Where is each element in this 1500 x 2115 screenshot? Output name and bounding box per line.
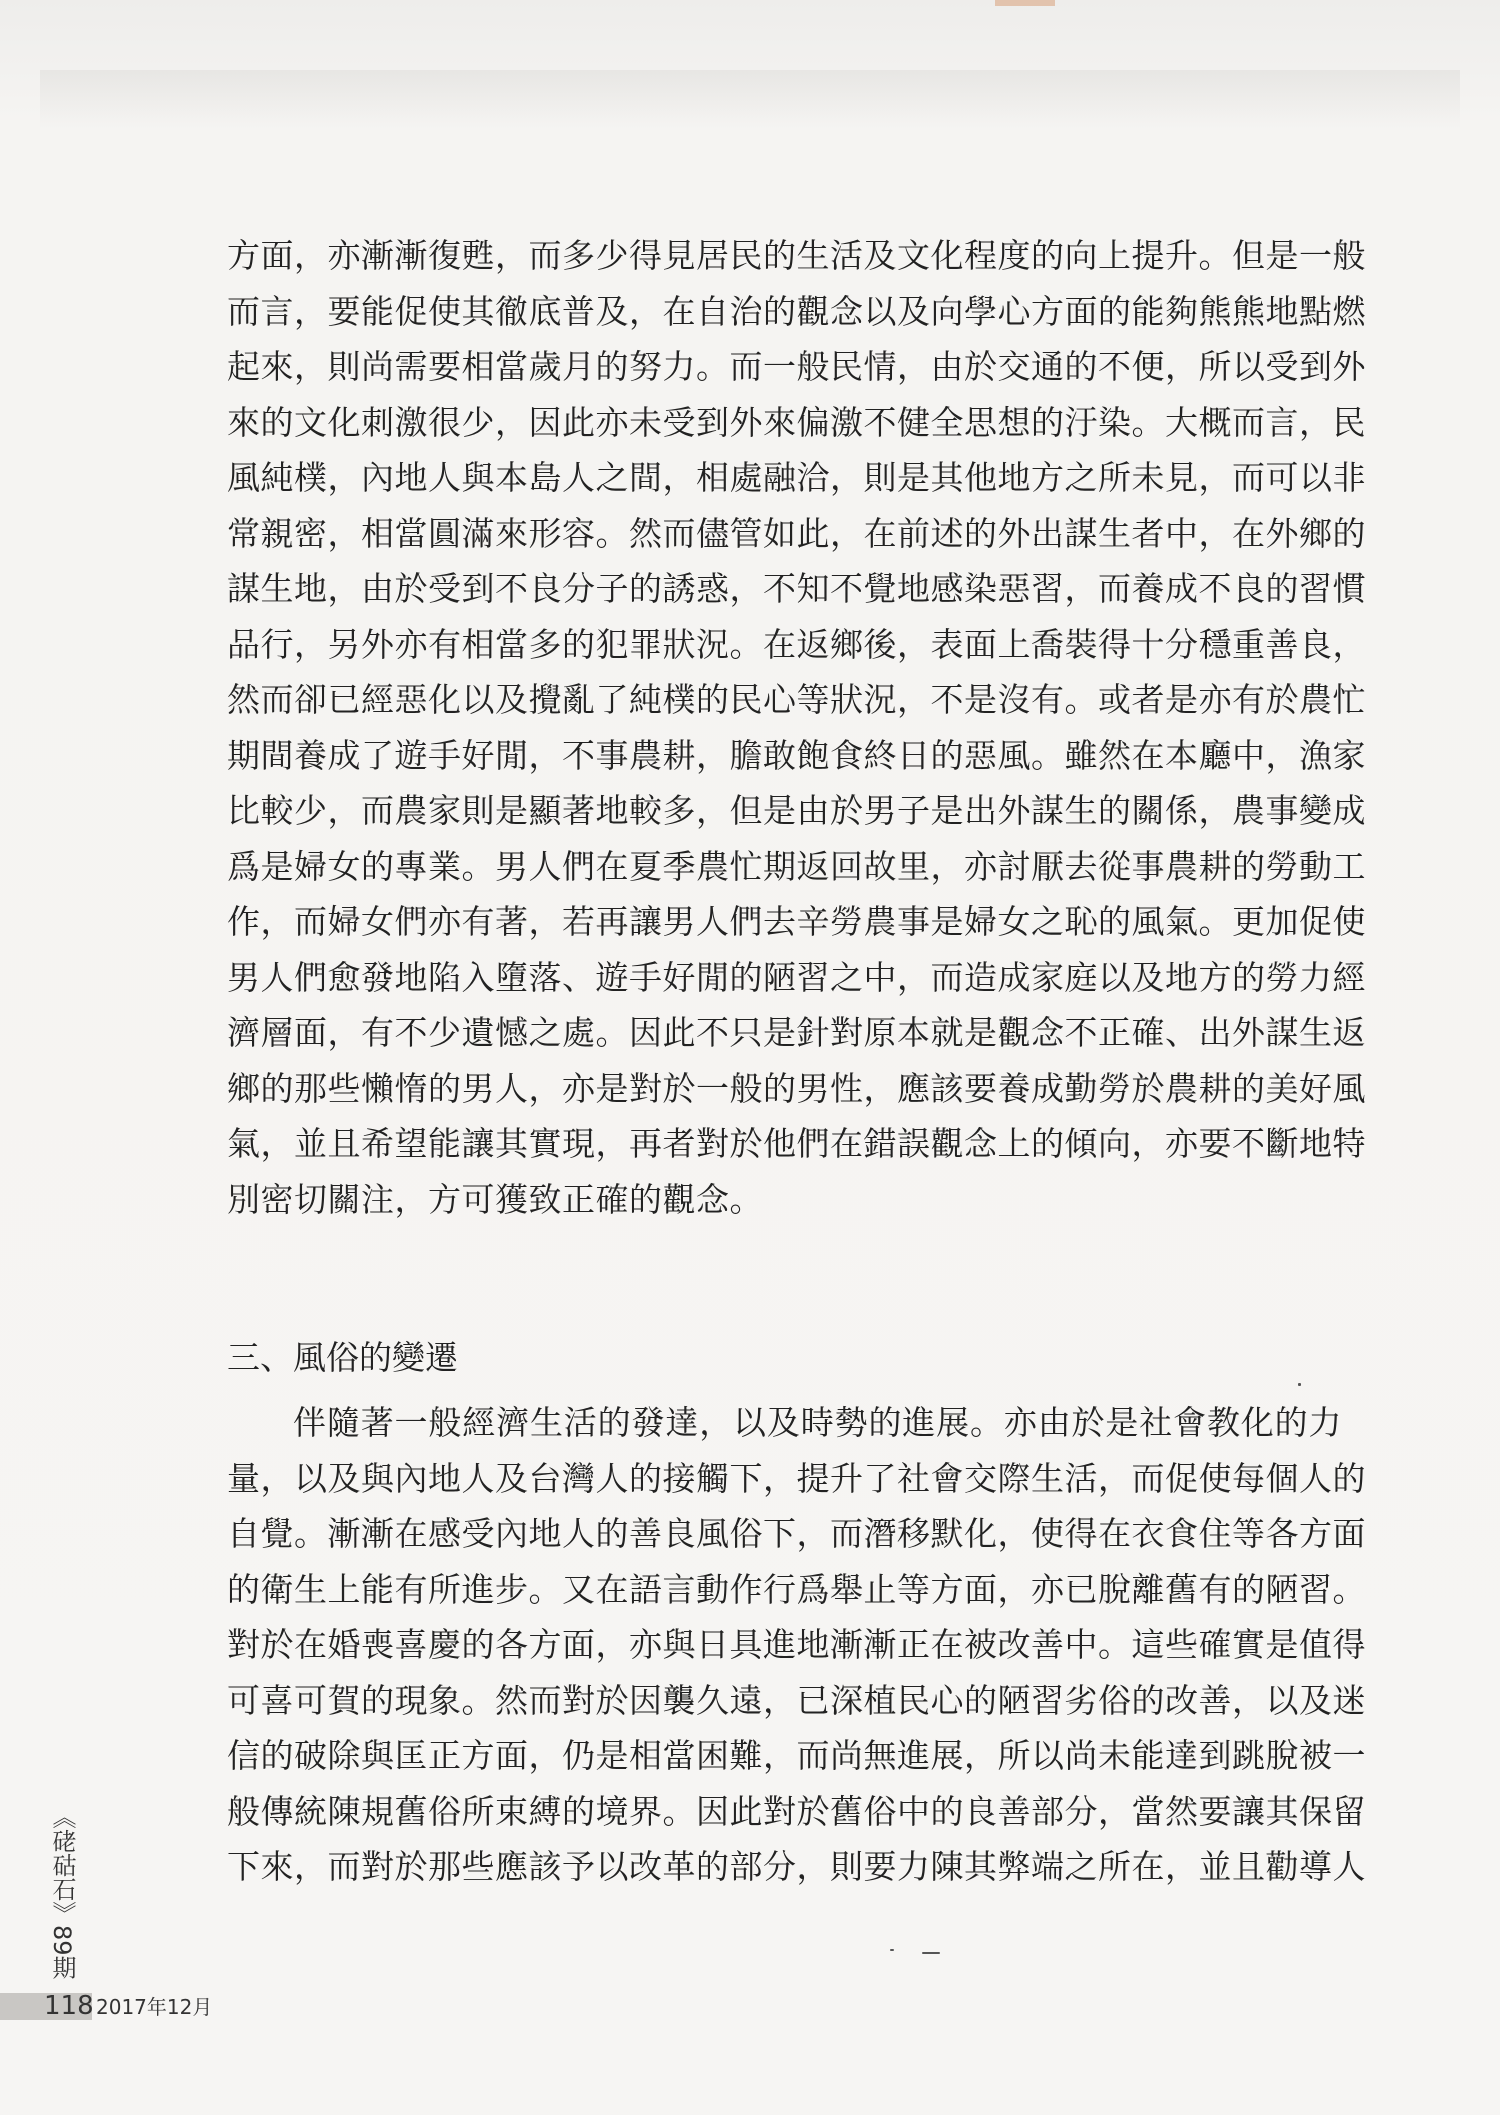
text-line: 鄉的那些懶惰的男人，亦是對於一般的男性，應該要養成勤勞於農耕的美好風 <box>227 1068 1366 1108</box>
scan-speck <box>1298 1383 1301 1386</box>
text-line: 風純樸，內地人與本島人之間，相處融洽，則是其他地方之所未見，而可以非 <box>227 458 1366 497</box>
text-line: 謀生地，由於受到不良分子的誘惑，不知不覺地感染惡習，而養成不良的習慣 <box>227 569 1366 608</box>
scan-shadow <box>40 70 1460 130</box>
text-line: 比較少，而農家則是顯著地較多，但是由於男子是出外謀生的關係，農事變成 <box>227 791 1366 830</box>
text-line: 的衛生上能有所進步。又在語言動作行爲舉止等方面，亦已脫離舊有的陋習。 <box>227 1569 1366 1609</box>
text-line: 然而卻已經惡化以及攪亂了純樸的民心等狀況，不是沒有。或者是亦有於農忙 <box>227 680 1366 719</box>
text-line: 可喜可賀的現象。然而對於因襲久遠，已深植民心的陋習劣俗的改善，以及迷 <box>227 1680 1366 1720</box>
scan-speck <box>922 1952 940 1954</box>
paragraph-2 <box>227 1395 1366 1895</box>
text-line: 作，而婦女們亦有著，若再讓男人們去辛勞農事是婦女之恥的風氣。更加促使 <box>227 902 1366 941</box>
magazine-issue-label: 《硓𥑮石》89期 <box>48 1805 76 1980</box>
text-line: 濟層面，有不少遺憾之處。因此不只是針對原本就是觀念不正確、出外謀生返 <box>227 1013 1366 1052</box>
text-line: 常親密，相當圓滿來形容。然而儘管如此，在前述的外出謀生者中，在外鄉的 <box>227 513 1366 553</box>
text-line: 氣，並且希望能讓其實現，再者對於他們在錯誤觀念上的傾向，亦要不斷地特 <box>227 1124 1366 1163</box>
text-line: 信的破除與匡正方面，仍是相當困難，而尚無進展，所以尚未能達到跳脫被一 <box>227 1736 1366 1775</box>
text-line: 爲是婦女的專業。男人們在夏季農忙期返回故里，亦討厭去從事農耕的勞動工 <box>227 846 1366 886</box>
text-line: 伴隨著一般經濟生活的發達，以及時勢的進展。亦由於是社會教化的力 <box>293 1403 1342 1442</box>
text-line: 而言，要能促使其徹底普及，在自治的觀念以及向學心方面的能夠熊熊地點燃 <box>227 291 1366 331</box>
text-line: 對於在婚喪喜慶的各方面，亦與日具進地漸漸正在被改善中。這些確實是值得 <box>227 1625 1366 1664</box>
text-line: 來的文化刺激很少，因此亦未受到外來偏激不健全思想的汙染。大概而言，民 <box>227 402 1366 442</box>
text-line: 般傳統陳規舊俗所束縛的境界。因此對於舊俗中的良善部分，當然要讓其保留 <box>227 1791 1366 1831</box>
section-heading: 三、風俗的變遷 <box>227 1338 458 1377</box>
text-line: 男人們愈發地陷入墮落、遊手好閒的陋習之中，而造成家庭以及地方的勞力經 <box>227 957 1366 997</box>
text-line: 下來，而對於那些應該予以改革的部分，則要力陳其弊端之所在，並且勸導人 <box>227 1847 1366 1886</box>
text-line: 別密切關注，方可獲致正確的觀念。 <box>227 1179 763 1219</box>
text-line: 自覺。漸漸在感受內地人的善良風俗下，而潛移默化，使得在衣食住等各方面 <box>227 1514 1366 1553</box>
issue-date: 2017年12月 <box>96 1995 213 2019</box>
text-line: 量，以及與內地人及台灣人的接觸下，提升了社會交際生活，而促使每個人的 <box>227 1458 1366 1498</box>
scan-speck <box>890 1949 894 1951</box>
text-line: 期間養成了遊手好閒，不事農耕，膽敢飽食終日的惡風。雖然在本廳中，漁家 <box>227 735 1366 775</box>
page-number: 118 <box>44 1991 94 2021</box>
scan-mark <box>995 0 1055 6</box>
text-line: 品行，另外亦有相當多的犯罪狀況。在返鄉後，表面上喬裝得十分穩重善良， <box>227 624 1366 664</box>
text-line: 方面，亦漸漸復甦，而多少得見居民的生活及文化程度的向上提升。但是一般 <box>227 236 1366 275</box>
paragraph-1 <box>227 228 1366 1227</box>
text-line: 起來，則尚需要相當歲月的努力。而一般民情，由於交通的不便，所以受到外 <box>227 347 1366 386</box>
